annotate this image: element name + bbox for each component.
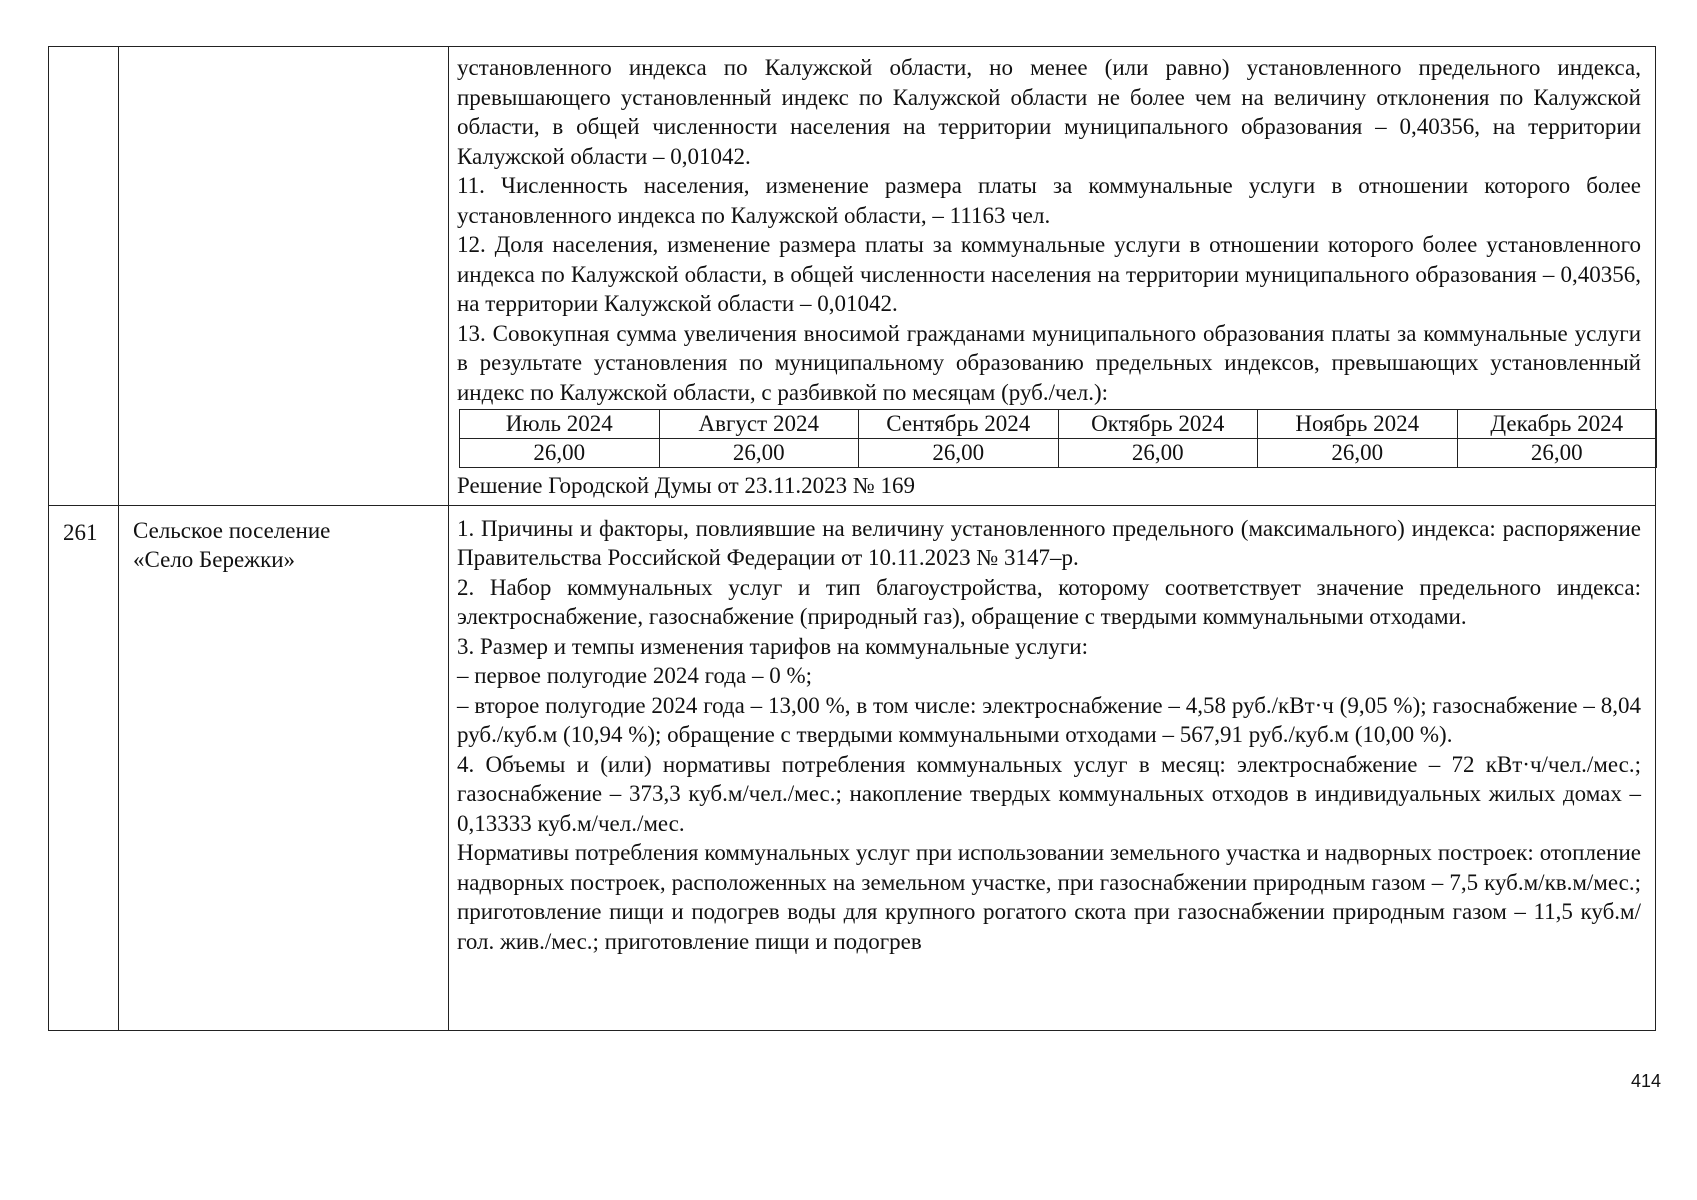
paragraph: 3. Размер и темпы изменения тарифов на коммунальные услуги:: [457, 633, 1088, 659]
month-header: Июль 2024: [460, 410, 660, 439]
month-value: 26,00: [859, 439, 1059, 468]
paragraph: – второе полугодие 2024 года – 13,00 %, в том числе: электроснабжение – 4,58 руб./кВт·ч (9,05 %); газоснабжение – 8,04 руб./куб.м (10,94 %); обращение с твердыми коммунальными отходами – 567,91 руб./куб.м (10,00 %).: [457, 692, 1641, 747]
paragraph: 1. Причины и факторы, повлиявшие на величину установленного предельного (максимального) индекса: распоряжение Правительства Российской Федерации от 10.11.2023 № 3147–р.: [457, 515, 1641, 570]
monthly-increase-table: [459, 409, 1657, 468]
description-cell: [449, 47, 1656, 506]
description-cell: [449, 505, 1656, 1030]
description-text: [449, 506, 1655, 1030]
month-value: 26,00: [1258, 439, 1458, 468]
description-text: [449, 47, 1655, 505]
paragraph: установленного индекса по Калужской области, но менее (или равно) установленного предельного индекса, превышающего установленный индекс по Калужской области не более чем на величину отклонения по Калужской области, в общей численности населения на территории муниципального образования – 0,40356, на территории Калужской области – 0,01042.: [457, 55, 1641, 169]
municipality-name-cell: [119, 505, 449, 1030]
table-row: [49, 505, 1656, 1030]
month-value: 26,00: [1058, 439, 1258, 468]
paragraph: 12. Доля населения, изменение размера платы за коммунальные услуги в отношении которого более установленного индекса по Калужской области, в общей численности населения на территории муниципального образования – 0,40356, на территории Калужской области – 0,01042.: [457, 232, 1641, 316]
month-header: Октябрь 2024: [1058, 410, 1258, 439]
month-value: 26,00: [460, 439, 660, 468]
paragraph: 11. Численность населения, изменение размера платы за коммунальные услуги в отношении которого более установленного индекса по Калужской области, – 11163 чел.: [457, 173, 1641, 228]
month-value: 26,00: [1457, 439, 1657, 468]
page-number: 414: [1630, 1071, 1661, 1091]
paragraph: 13. Совокупная сумма увеличения вносимой гражданами муниципального образования платы за коммунальные услуги в результате установления по муниципальному образованию предельных индексов, превышающих установленный индекс по Калужской области, с разбивкой по месяцам (руб./чел.):: [457, 320, 1641, 405]
values-row: [460, 439, 1657, 468]
paragraph: 4. Объемы и (или) нормативы потребления коммунальных услуг в месяц: электроснабжение – 72 кВт·ч/чел./мес.; газоснабжение – 373,3 куб.м/чел./мес.; накопление твердых коммунальных отходов в индивидуальных жилых домах – 0,13333 куб.м/чел./мес.: [457, 751, 1641, 836]
row-number-cell: [49, 47, 119, 506]
month-header: Август 2024: [659, 410, 859, 439]
indices-table: [48, 46, 1656, 1031]
months-header-row: [460, 410, 1657, 439]
document-table-container: [48, 46, 1656, 1031]
month-header: Ноябрь 2024: [1258, 410, 1458, 439]
decision-reference: Решение Городской Думы от 23.11.2023 № 169: [457, 473, 916, 498]
month-value: 26,00: [659, 439, 859, 468]
month-header: Сентябрь 2024: [859, 410, 1059, 439]
paragraph: Нормативы потребления коммунальных услуг при использовании земельного участка и надворных построек: отопление надворных построек, расположенных на земельном участке, при газоснабжении природным газом – 7,5 куб.м/кв.м/мес.; приготовление пищи и подогрев воды для крупного рогатого скота при газоснабжении природным газом – 11,5 куб.м/гол. жив./мес.; приготовление пищи и подогрев: [457, 840, 1641, 954]
municipality-name: Сельское поселение «Село Бережки»: [133, 517, 331, 572]
paragraph: – первое полугодие 2024 года – 0 %;: [457, 663, 813, 688]
row-number-cell: 261: [49, 505, 119, 1030]
municipality-name-cell: [119, 47, 449, 506]
paragraph: 2. Набор коммунальных услуг и тип благоустройства, которому соответствует значение предельного индекса: электроснабжение, газоснабжение (природный газ), обращение с твердыми коммунальными отходами.: [457, 574, 1641, 629]
table-row: [49, 47, 1656, 506]
month-header: Декабрь 2024: [1457, 410, 1657, 439]
